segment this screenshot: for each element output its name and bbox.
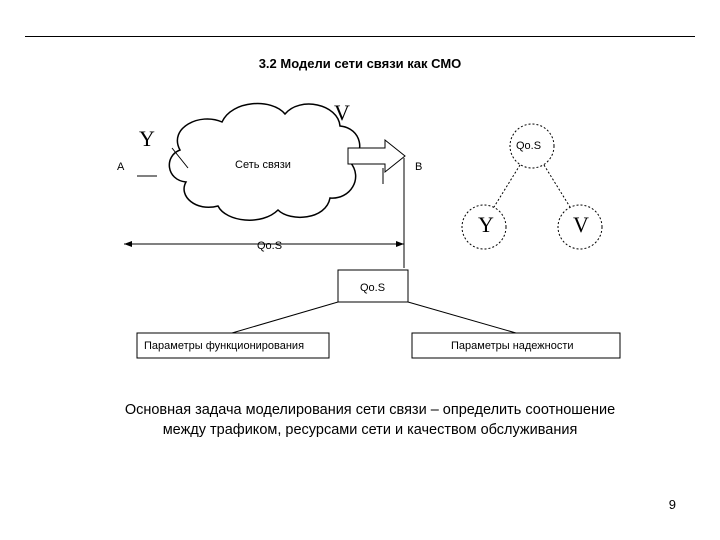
caption: [60, 400, 680, 440]
qos-box-label: Qo.S: [360, 282, 386, 294]
qos-to-right-line: [408, 302, 516, 333]
tree-right-label: V: [573, 212, 589, 237]
page-number: 9: [668, 497, 676, 512]
tree-left-label: Y: [478, 212, 494, 237]
tree-root-label: Qo.S: [516, 140, 542, 152]
right-param-label: Параметры надежности: [451, 340, 574, 352]
point-a-label: A: [117, 161, 125, 173]
caption-line-2: между трафиком, ресурсами сети и качеством обслуживания: [162, 422, 578, 438]
cloud-label: Сеть связи: [235, 159, 291, 171]
qos-measure-label: Qo.S: [257, 240, 283, 252]
symbol-y-label: Y: [139, 126, 155, 151]
left-param-label: Параметры функционирования: [144, 340, 305, 352]
point-b-label: B: [415, 161, 423, 173]
tree-left-edge: [494, 165, 520, 207]
symbol-v-label: V: [334, 100, 350, 125]
caption-line-1: Основная задача моделирования сети связи – определить соотношение: [124, 402, 616, 418]
qos-to-left-line: [232, 302, 338, 333]
slide-title: 3.2 Модели сети связи как СМО: [258, 56, 462, 71]
tree-right-edge: [544, 165, 570, 207]
